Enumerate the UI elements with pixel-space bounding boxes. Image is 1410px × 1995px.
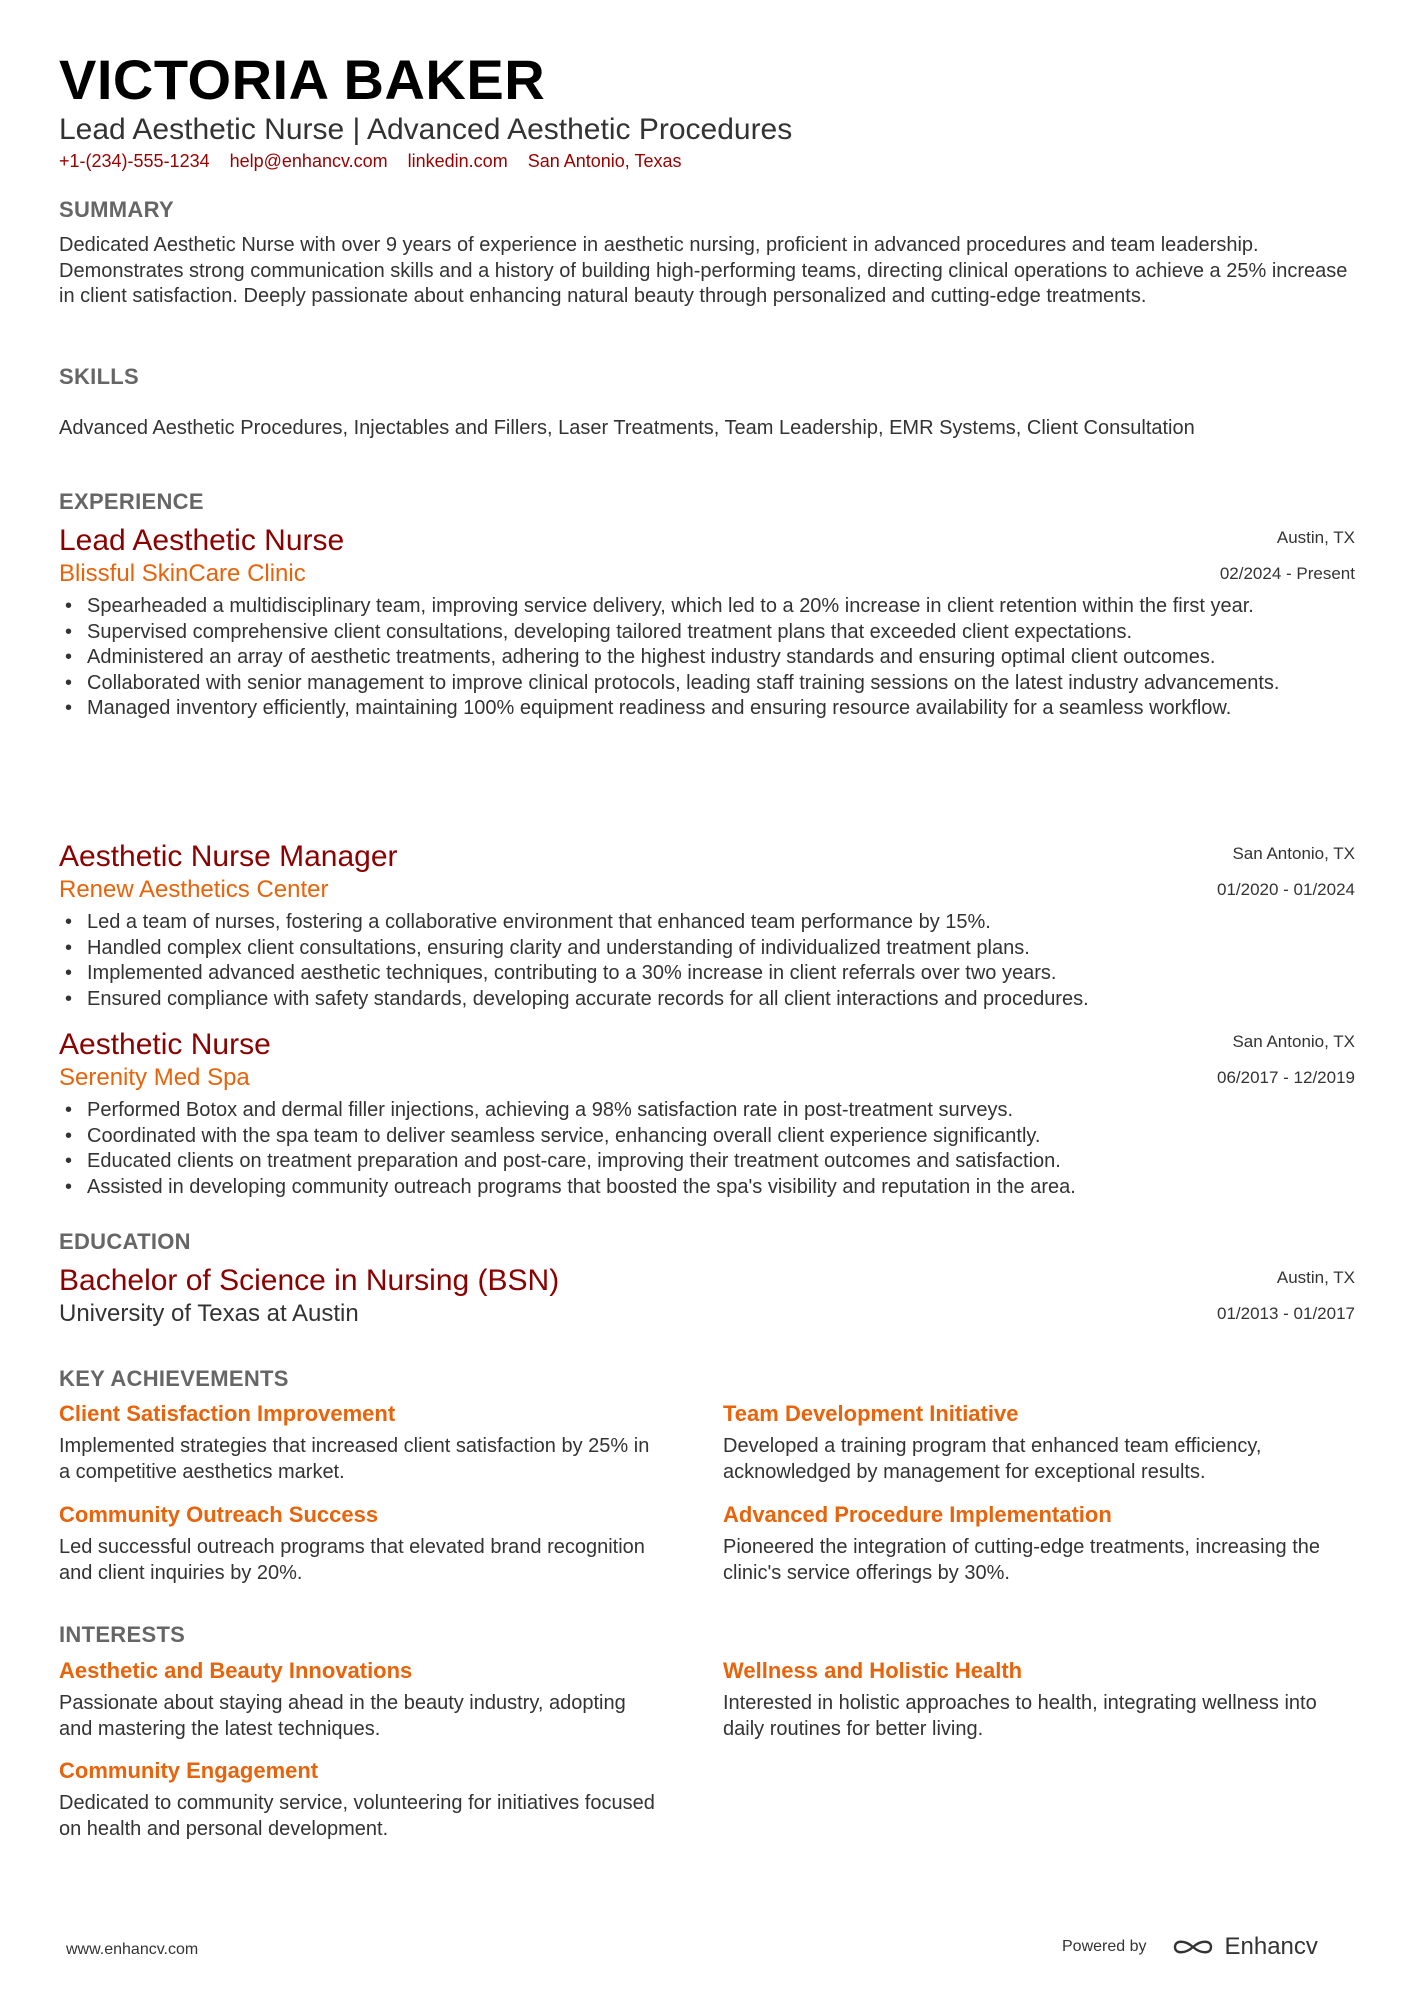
job-entry <box>59 524 1355 722</box>
skills-text: Advanced Aesthetic Procedures, Injectables and Fillers, Laser Treatments, Team Leadership, EMR Systems, Client Consultation <box>59 417 1195 439</box>
achievement-text: Implemented strategies that increased client satisfaction by 25% in a competitive aesthetics market. <box>59 1435 650 1483</box>
achievement-text: Pioneered the integration of cutting-edge treatments, increasing the clinic's service offerings by 30%. <box>723 1536 1321 1584</box>
bullet-item: • Assisted in developing community outreach programs that boosted the spa's visibility and reputation in the area. <box>59 1175 1355 1201</box>
interest-title: Community Engagement <box>59 1758 319 1783</box>
job-title: Lead Aesthetic Nurse <box>59 524 345 557</box>
interest-item <box>59 1757 659 1842</box>
interest-title: Aesthetic and Beauty Innovations <box>59 1658 413 1683</box>
school-name: University of Texas at Austin <box>59 1300 359 1327</box>
job-bullets <box>59 1098 1355 1200</box>
job-entry <box>59 840 1355 1012</box>
job-dates: 06/2017 - 12/2019 <box>1216 1068 1355 1087</box>
bullet-item: • Collaborated with senior management to improve clinical protocols, leading staff training sessions on the latest industry advancements. <box>59 671 1355 697</box>
bullet-item: • Performed Botox and dermal filler injections, achieving a 98% satisfaction rate in post-treatment surveys. <box>59 1098 1355 1124</box>
contact-row <box>59 150 681 173</box>
interest-text: Passionate about staying ahead in the beauty industry, adopting and mastering the latest techniques. <box>59 1692 626 1740</box>
achievement-item <box>723 1400 1323 1485</box>
bullet-item: • Supervised comprehensive client consultations, developing tailored treatment plans that exceeded client expectations. <box>59 620 1355 646</box>
bullet-item: • Handled complex client consultations, ensuring clarity and understanding of individualized treatment plans. <box>59 936 1355 962</box>
achievements-heading: KEY ACHIEVEMENTS <box>59 1366 289 1391</box>
linkedin-link[interactable]: linkedin.com <box>407 151 508 171</box>
brand-name: Enhancv <box>1224 1933 1318 1960</box>
interests-heading: INTERESTS <box>59 1622 186 1647</box>
bullet-item: • Educated clients on treatment preparation and post-care, improving their treatment outcomes and satisfaction. <box>59 1149 1355 1175</box>
bullet-item: • Ensured compliance with safety standards, developing accurate records for all client interactions and procedures. <box>59 987 1355 1013</box>
achievement-title: Client Satisfaction Improvement <box>59 1401 396 1426</box>
skills-heading: SKILLS <box>59 364 140 389</box>
interest-text: Interested in holistic approaches to health, integrating wellness into daily routines for better living. <box>723 1692 1317 1740</box>
interest-item <box>59 1657 659 1742</box>
achievement-text: Developed a training program that enhanced team efficiency, acknowledged by management for exceptional results. <box>723 1435 1262 1483</box>
education-location: Austin, TX <box>1276 1268 1355 1287</box>
achievement-title: Advanced Procedure Implementation <box>723 1502 1112 1527</box>
footer-branding <box>1062 1933 1318 1961</box>
job-entry <box>59 1028 1355 1200</box>
powered-by-label: Powered by <box>1062 1938 1147 1955</box>
bullet-item: • Implemented advanced aesthetic techniques, contributing to a 30% increase in client referrals over two years. <box>59 961 1355 987</box>
infinity-logo-icon <box>1171 1935 1215 1959</box>
education-dates: 01/2013 - 01/2017 <box>1216 1304 1355 1323</box>
job-title: Aesthetic Nurse Manager <box>59 840 398 873</box>
interest-title: Wellness and Holistic Health <box>723 1658 1023 1683</box>
bullet-item: • Spearheaded a multidisciplinary team, improving service delivery, which led to a 20% increase in client retention within the first year. <box>59 594 1355 620</box>
achievement-item <box>723 1501 1323 1586</box>
summary-heading: SUMMARY <box>59 197 174 222</box>
location-text: San Antonio, Texas <box>527 151 682 171</box>
bullet-item: • Coordinated with the spa team to deliver seamless service, enhancing overall client experience significantly. <box>59 1124 1355 1150</box>
achievement-text: Led successful outreach programs that elevated brand recognition and client inquiries by 20%. <box>59 1536 645 1584</box>
phone-link[interactable]: +1-(234)-555-1234 <box>59 151 210 171</box>
job-company: Renew Aesthetics Center <box>59 876 329 903</box>
interest-item <box>723 1657 1323 1742</box>
enhancv-logo[interactable] <box>1171 1933 1318 1961</box>
job-company: Serenity Med Spa <box>59 1064 250 1091</box>
job-bullets <box>59 910 1355 1012</box>
job-dates: 01/2020 - 01/2024 <box>1216 880 1355 899</box>
achievement-title: Team Development Initiative <box>723 1401 1019 1426</box>
footer-website-link[interactable]: www.enhancv.com <box>66 1941 199 1958</box>
education-entry <box>59 1264 1355 1330</box>
summary-text: Dedicated Aesthetic Nurse with over 9 years of experience in aesthetic nursing, proficient in advanced procedures and team leadership. Demonstrates strong communication skills and a history of building high-performing teams, directing clinical operations to achieve a 25% increase in client satisfaction. Deeply passionate about enhancing natural beauty through personalized and cutting-edge treatments. <box>59 234 1348 307</box>
candidate-headline: Lead Aesthetic Nurse | Advanced Aesthetic Procedures <box>59 113 793 146</box>
interest-text: Dedicated to community service, volunteering for initiatives focused on health and personal development. <box>59 1792 655 1840</box>
email-link[interactable]: help@enhancv.com <box>229 151 388 171</box>
bullet-item: • Managed inventory efficiently, maintaining 100% equipment readiness and ensuring resource availability for a seamless workflow. <box>59 696 1355 722</box>
candidate-name: VICTORIA BAKER <box>59 48 546 111</box>
achievement-title: Community Outreach Success <box>59 1502 379 1527</box>
job-title: Aesthetic Nurse <box>59 1028 271 1061</box>
achievement-item <box>59 1501 659 1586</box>
job-location: Austin, TX <box>1276 528 1355 547</box>
experience-heading: EXPERIENCE <box>59 489 204 514</box>
job-company: Blissful SkinCare Clinic <box>59 560 306 587</box>
bullet-item: • Administered an array of aesthetic treatments, adhering to the highest industry standards and ensuring optimal client outcomes. <box>59 645 1355 671</box>
education-heading: EDUCATION <box>59 1229 191 1254</box>
job-dates: 02/2024 - Present <box>1219 564 1355 583</box>
job-bullets <box>59 594 1355 722</box>
bullet-item: • Led a team of nurses, fostering a collaborative environment that enhanced team performance by 15%. <box>59 910 1355 936</box>
job-location: San Antonio, TX <box>1232 844 1355 863</box>
achievement-item <box>59 1400 659 1485</box>
degree-title: Bachelor of Science in Nursing (BSN) <box>59 1264 560 1297</box>
job-location: San Antonio, TX <box>1232 1032 1355 1051</box>
